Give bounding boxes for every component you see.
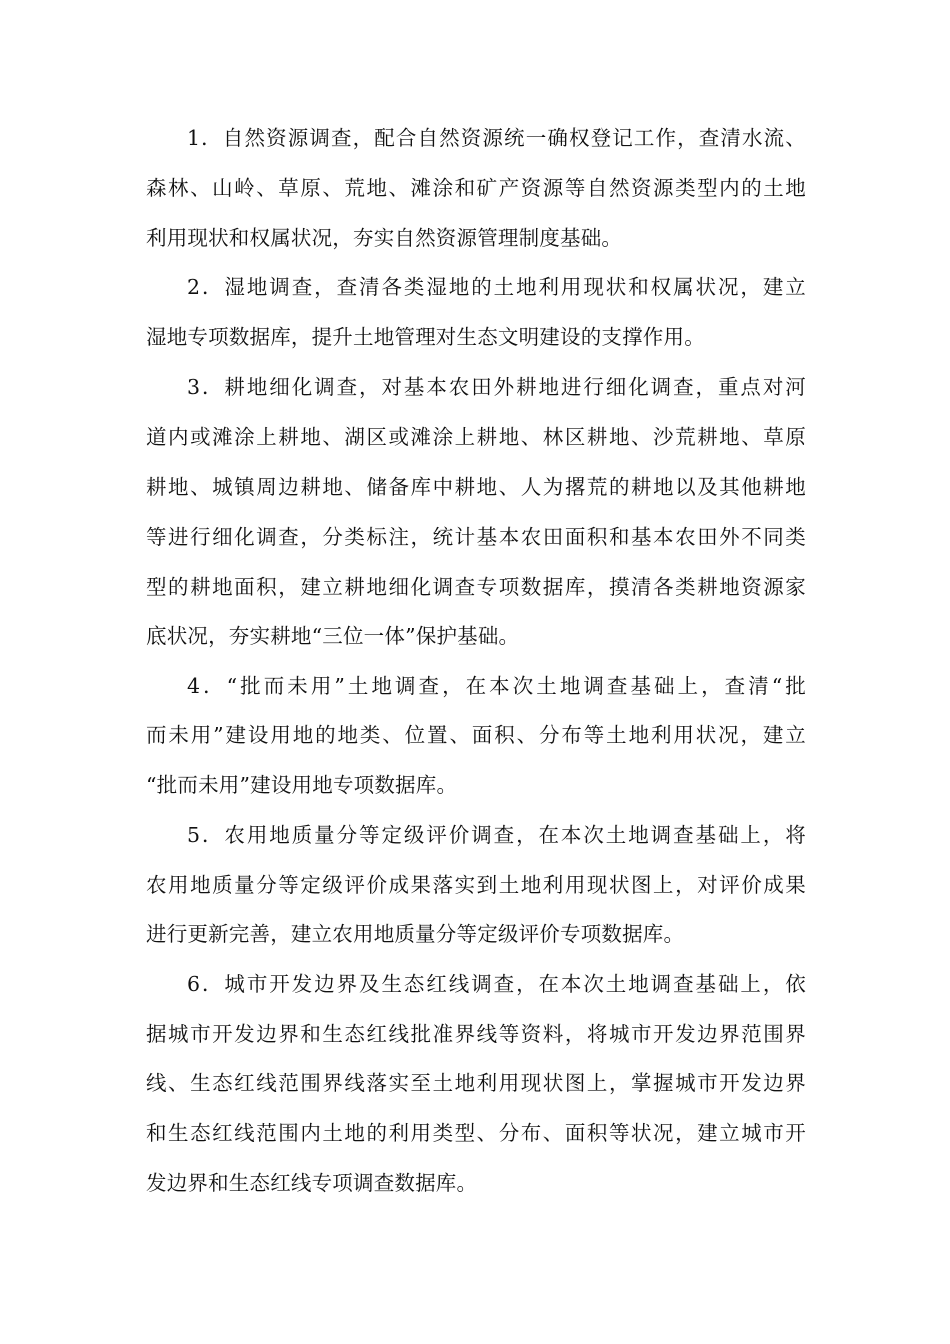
paragraph-3-line-6: 底状况，夯实耕地“三位一体”保护基础。 <box>146 624 520 648</box>
paragraph-5-line-2: 农用地质量分等定级评价成果落实到土地利用现状图上，对评价成果 <box>146 873 806 897</box>
paragraph-1-line-2: 森林、山岭、草原、荒地、滩涂和矿产资源等自然资源类型内的土地 <box>146 176 806 200</box>
paragraph-1-line-1: 1．自然资源调查，配合自然资源统一确权登记工作，查清水流、 <box>187 126 806 150</box>
paragraph-4-line-3: “批而未用”建设用地专项数据库。 <box>146 773 458 797</box>
paragraph-3-line-4: 等进行细化调查，分类标注，统计基本农田面积和基本农田外不同类 <box>146 525 806 549</box>
paragraph-2-line-2: 湿地专项数据库，提升土地管理对生态文明建设的支撑作用。 <box>146 325 705 349</box>
paragraph-4-line-1: 4．“批而未用”土地调查，在本次土地调查基础上，查清“批 <box>187 674 806 698</box>
paragraph-3-line-5: 型的耕地面积，建立耕地细化调查专项数据库，摸清各类耕地资源家 <box>146 575 806 599</box>
paragraph-6-line-1: 6．城市开发边界及生态红线调查，在本次土地调查基础上，依 <box>187 972 806 996</box>
paragraph-6-line-3: 线、生态红线范围界线落实至土地利用现状图上，掌握城市开发边界 <box>146 1071 806 1095</box>
paragraph-6-line-5: 发边界和生态红线专项调查数据库。 <box>146 1171 478 1195</box>
paragraph-2-line-1: 2．湿地调查，查清各类湿地的土地利用现状和权属状况，建立 <box>187 275 806 299</box>
paragraph-4-line-2: 而未用”建设用地的地类、位置、面积、分布等土地利用状况，建立 <box>146 723 806 747</box>
paragraph-1-line-3: 利用现状和权属状况，夯实自然资源管理制度基础。 <box>146 226 623 250</box>
paragraph-3-line-2: 道内或滩涂上耕地、湖区或滩涂上耕地、林区耕地、沙荒耕地、草原 <box>146 425 806 449</box>
paragraph-5-line-3: 进行更新完善，建立农用地质量分等定级评价专项数据库。 <box>146 922 685 946</box>
paragraph-6-line-2: 据城市开发边界和生态红线批准界线等资料，将城市开发边界范围界 <box>146 1022 806 1046</box>
paragraph-3-line-1: 3．耕地细化调查，对基本农田外耕地进行细化调查，重点对河 <box>187 375 806 399</box>
paragraph-3-line-3: 耕地、城镇周边耕地、储备库中耕地、人为撂荒的耕地以及其他耕地 <box>146 475 806 499</box>
paragraph-6-line-4: 和生态红线范围内土地的利用类型、分布、面积等状况，建立城市开 <box>146 1121 806 1145</box>
paragraph-5-line-1: 5．农用地质量分等定级评价调查，在本次土地调查基础上，将 <box>187 823 806 847</box>
